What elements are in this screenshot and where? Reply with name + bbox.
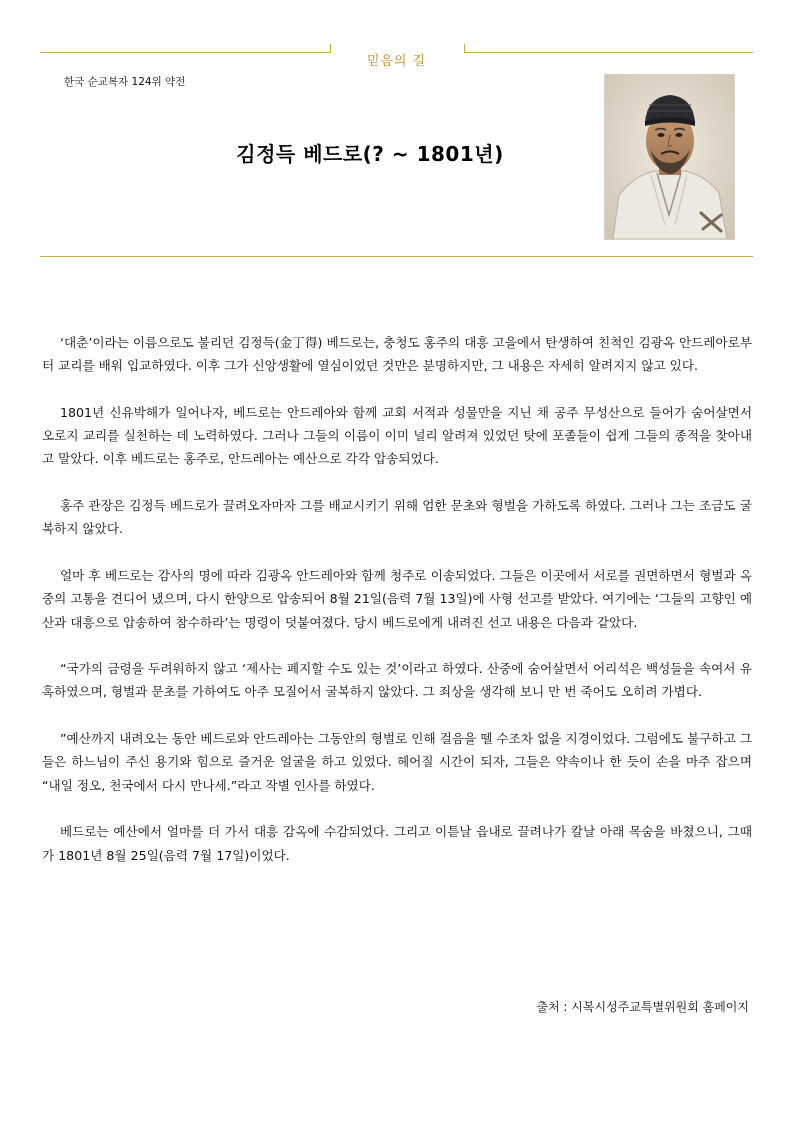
paragraph: 1801년 신유박해가 일어나자, 베드로는 안드레아와 함께 교회 서적과 성물만을 지닌 채 공주 무성산으로 들어가 숨어살면서 오로지 교리를 실천하는 데 노력하였다. 그러나 그들의 이름이 이미 널리 알려져 있었던 탓에 포졸들이 쉽게 그들의 종적을 찾아내고 말았다. 이후 베드로는 홍주로, 안드레아는 예산으로 각각 압송되었다. — [42, 404, 752, 467]
paragraph: ”예산까지 내려오는 동안 베드로와 안드레아는 그동안의 형벌로 인해 걸음을 뗄 수조차 없을 지경이었다. 그럼에도 불구하고 그들은 하느님이 주신 용기와 힘으로 즐거운 얼굴을 하고 있었다. 헤어질 시간이 되자, 그들은 약속이나 한 듯이 손을 마주 잡으며 “내일 정오, 천국에서 다시 만나세.”라고 작별 인사를 하였다. — [42, 731, 752, 793]
paragraph: “국가의 금령을 두려워하지 않고 ‘제사는 폐지할 수도 있는 것’이라고 하였다. 산중에 숨어살면서 어리석은 백성들을 속여서 유혹하였으며, 형벌과 문초를 가하여도 아주 모질어서 굴복하지 않았다. 그 죄상을 생각해 보니 만 번 죽어도 오히려 가볍다. — [42, 661, 752, 700]
article-body — [42, 331, 752, 890]
portrait-icon — [605, 75, 734, 239]
paragraph: 홍주 관장은 김정득 베드로가 끌려오자마자 그를 배교시키기 위해 엄한 문초와 형벌을 가하도록 하였다. 그러나 그는 조금도 굴복하지 않았다. — [42, 498, 752, 537]
source-credit: 출처 : 시복시성주교특별위원회 홈페이지 — [536, 1000, 749, 1014]
header-rule-left — [40, 52, 330, 53]
section-label: 믿음의 길 — [366, 54, 427, 69]
page-title: 김정득 베드로(? ~ 1801년) — [236, 142, 504, 166]
header-rule-right — [464, 52, 753, 53]
header-rule-left-tick — [330, 44, 331, 53]
portrait-image — [604, 74, 735, 240]
header-bottom-rule — [40, 256, 753, 257]
paragraph: 얼마 후 베드로는 감사의 명에 따라 김광옥 안드레아와 함께 청주로 이송되었다. 그들은 이곳에서 서로를 권면하면서 형벌과 옥중의 고통을 견디어 냈으며, 다시 한양으로 압송되어 8월 21일(음력 7월 13일)에 사형 선고를 받았다. 여기에는 ‘그들의 고향인 예산과 대흥으로 압송하여 참수하라’는 명령이 덧붙여졌다. 당시 베드로에게 내려진 선고 내용은 다음과 같았다. — [42, 567, 752, 630]
paragraph: 베드로는 예산에서 얼마를 더 가서 대흥 감옥에 수감되었다. 그리고 이튿날 읍내로 끌려나가 칼날 아래 목숨을 바쳤으니, 그때가 1801년 8월 25일(음력 7월 17일)이었다. — [42, 824, 752, 863]
page-subtitle: 한국 순교복자 124위 약전 — [64, 76, 186, 88]
header-rule-right-tick — [464, 44, 465, 53]
paragraph: ‘대춘’이라는 이름으로도 불리던 김정득(金丁得) 베드로는, 충청도 홍주의 대흥 고을에서 탄생하여 친척인 김광옥 안드레아로부터 교리를 배워 입교하였다. 이후 그가 신앙생활에 열심이었던 것만은 분명하지만, 그 내용은 자세히 알려지지 않고 있다. — [42, 335, 752, 374]
